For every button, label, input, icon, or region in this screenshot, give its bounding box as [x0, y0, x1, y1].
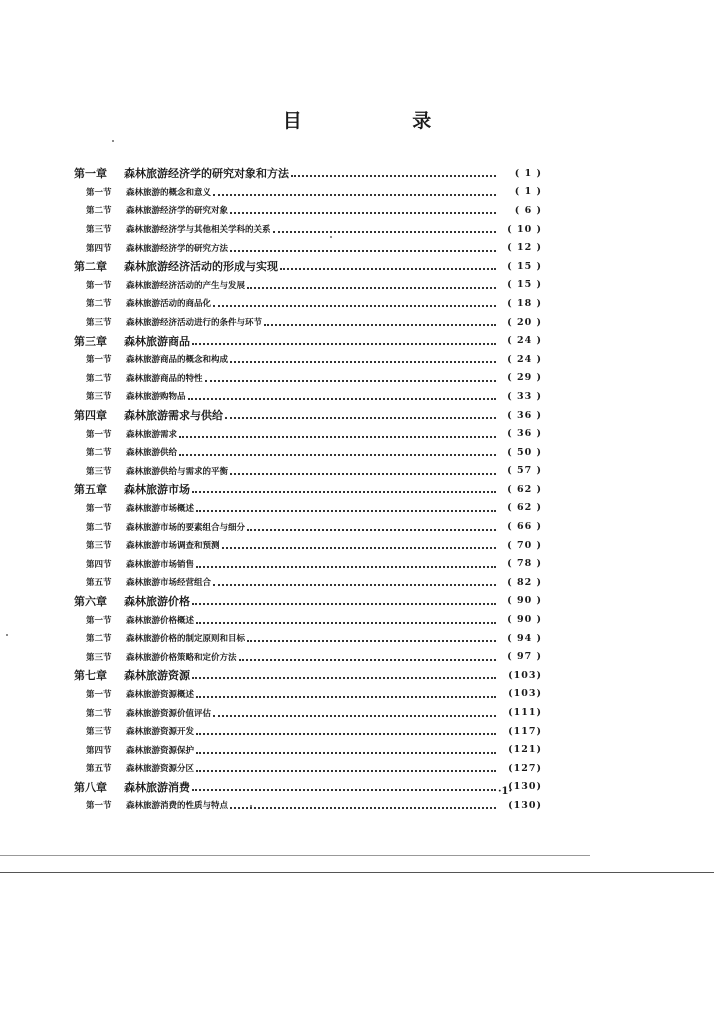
entry-number: 第三节: [86, 727, 112, 738]
entry-page: ( 50 ): [507, 446, 542, 458]
page-title: 目 录: [282, 110, 484, 132]
dot-leader: [222, 537, 496, 549]
entry-title: 森林旅游市场调查和预测: [126, 541, 220, 552]
entry-page: ( 57 ): [507, 465, 542, 477]
entry-number: 第六章: [74, 594, 107, 608]
toc-section-entry: [74, 201, 542, 220]
dot-leader: [192, 667, 496, 679]
toc-section-entry: [74, 629, 542, 648]
entry-page: ( 1 ): [514, 167, 542, 179]
entry-page: (103): [508, 688, 542, 700]
toc-section-entry: [74, 517, 542, 536]
dot-leader: [196, 723, 496, 735]
toc-section-entry: [74, 443, 542, 462]
entry-number: 第三节: [86, 652, 112, 663]
entry-title: 森林旅游市场经营组合: [126, 578, 212, 589]
toc-section-entry: [74, 722, 542, 741]
toc-section-entry: [74, 759, 542, 778]
dot-leader: [230, 240, 496, 252]
entry-title: 森林旅游市场概述: [126, 503, 195, 514]
dot-leader: [230, 351, 496, 363]
entry-page: (111): [508, 707, 542, 719]
entry-page: ( 82 ): [507, 576, 542, 588]
toc-chapter-entry: [74, 592, 542, 611]
entry-number: 第四章: [74, 409, 107, 423]
entry-number: 第一节: [86, 689, 112, 700]
entry-page: ( 97 ): [507, 651, 542, 663]
dot-leader: [264, 314, 496, 326]
scan-speck: [112, 140, 114, 142]
dot-leader: [196, 686, 496, 698]
entry-page: (103): [508, 669, 542, 681]
toc-section-entry: [74, 462, 542, 481]
entry-number: 第三节: [86, 466, 112, 477]
entry-page: ( 62 ): [507, 502, 542, 514]
toc-section-entry: [74, 499, 542, 518]
dot-leader: [213, 574, 496, 586]
toc-section-entry: [74, 796, 542, 815]
entry-title: 森林旅游经济活动进行的条件与环节: [126, 318, 263, 329]
dot-leader: [213, 295, 496, 307]
entry-number: 第五节: [86, 764, 112, 775]
entry-page: (130): [508, 799, 542, 811]
entry-title: 森林旅游活动的商品化: [126, 299, 212, 310]
entry-page: ( 10 ): [507, 223, 542, 235]
entry-title: 森林旅游资源保护: [126, 745, 195, 756]
entry-title: 森林旅游经济学与其他相关学科的关系: [126, 225, 271, 236]
toc-section-entry: [74, 610, 542, 629]
entry-page: ( 33 ): [507, 390, 542, 402]
toc-section-entry: [74, 740, 542, 759]
toc-section-entry: [74, 183, 542, 202]
page-number: ·1·: [498, 786, 512, 797]
entry-page: (127): [508, 762, 542, 774]
toc-section-entry: [74, 313, 542, 332]
entry-title: 森林旅游购物品: [126, 392, 186, 403]
entry-number: 第二节: [86, 299, 112, 310]
entry-title: 森林旅游的概念和意义: [126, 187, 212, 198]
entry-title: 森林旅游资源分区: [126, 764, 195, 775]
toc-chapter-entry: [74, 257, 542, 276]
toc-section-entry: [74, 536, 542, 555]
entry-number: 第三节: [86, 225, 112, 236]
entry-page: ( 78 ): [507, 558, 542, 570]
entry-title: 森林旅游价格策略和定价方法: [126, 652, 237, 663]
entry-title: 森林旅游供给与需求的平衡: [126, 466, 229, 477]
entry-number: 第七章: [74, 669, 107, 683]
toc-section-entry: [74, 387, 542, 406]
toc-chapter-entry: [74, 666, 542, 685]
entry-number: 第二章: [74, 260, 107, 274]
entry-page: ( 94 ): [507, 632, 542, 644]
entry-number: 第四节: [86, 243, 112, 254]
entry-title: 森林旅游经济活动的产生与发展: [126, 280, 246, 291]
toc-section-entry: [74, 554, 542, 573]
entry-page: ( 36 ): [507, 409, 542, 421]
entry-number: 第二节: [86, 373, 112, 384]
entry-page: ( 70 ): [507, 539, 542, 551]
entry-title: 森林旅游市场销售: [126, 559, 195, 570]
dot-leader: [291, 165, 496, 177]
entry-title: 森林旅游市场: [124, 483, 190, 497]
dot-leader: [225, 407, 496, 419]
entry-number: 第四节: [86, 559, 112, 570]
dot-leader: [247, 277, 496, 289]
toc-chapter-entry: [74, 480, 542, 499]
dot-leader: [196, 612, 496, 624]
entry-number: 第二节: [86, 522, 112, 533]
entry-title: 森林旅游经济学的研究对象和方法: [124, 167, 289, 181]
entry-title: 森林旅游资源价值评估: [126, 708, 212, 719]
toc-section-entry: [74, 369, 542, 388]
entry-number: 第五节: [86, 578, 112, 589]
entry-title: 森林旅游需求与供给: [124, 409, 223, 423]
page-bottom-edge-line: [0, 872, 714, 873]
entry-page: (121): [508, 744, 542, 756]
entry-number: 第八章: [74, 780, 107, 794]
entry-page: ( 20 ): [507, 316, 542, 328]
dot-leader: [196, 742, 496, 754]
entry-title: 森林旅游需求: [126, 429, 178, 440]
entry-page: ( 62 ): [507, 483, 542, 495]
entry-page: ( 15 ): [507, 279, 542, 291]
entry-number: 第一节: [86, 615, 112, 626]
dot-leader: [230, 463, 496, 475]
entry-page: ( 12 ): [507, 242, 542, 254]
entry-title: 森林旅游商品: [124, 334, 190, 348]
entry-page: ( 24 ): [507, 353, 542, 365]
toc-section-entry: [74, 276, 542, 295]
entry-page: ( 18 ): [507, 297, 542, 309]
entry-number: 第一节: [86, 503, 112, 514]
entry-number: 第一节: [86, 280, 112, 291]
entry-number: 第一节: [86, 801, 112, 812]
entry-number: 第二节: [86, 448, 112, 459]
toc-chapter-entry: [74, 406, 542, 425]
dot-leader: [192, 593, 496, 605]
dot-leader: [188, 388, 496, 400]
entry-title: 森林旅游价格的制定原则和目标: [126, 634, 246, 645]
entry-page: ( 15 ): [507, 260, 542, 272]
toc-section-entry: [74, 647, 542, 666]
dot-leader: [213, 184, 496, 196]
entry-title: 森林旅游资源: [124, 669, 190, 683]
entry-number: 第三节: [86, 541, 112, 552]
dot-leader: [179, 444, 496, 456]
entry-page: ( 90 ): [507, 614, 542, 626]
dot-leader: [205, 370, 496, 382]
dot-leader: [247, 519, 496, 531]
toc-section-entry: [74, 220, 542, 239]
toc-chapter-entry: [74, 331, 542, 350]
scan-speck: [6, 634, 8, 636]
dot-leader: [192, 779, 496, 791]
entry-number: 第一章: [74, 167, 107, 181]
entry-number: 第二节: [86, 634, 112, 645]
entry-title: 森林旅游消费的性质与特点: [126, 801, 229, 812]
dot-leader: [196, 760, 496, 772]
dot-leader: [192, 333, 496, 345]
entry-number: 第四节: [86, 745, 112, 756]
entry-number: 第三节: [86, 392, 112, 403]
entry-title: 森林旅游资源概述: [126, 689, 195, 700]
entry-page: ( 1 ): [514, 186, 542, 198]
entry-page: ( 6 ): [514, 204, 542, 216]
dot-leader: [196, 500, 496, 512]
entry-page: ( 66 ): [507, 521, 542, 533]
dot-leader: [179, 426, 496, 438]
dot-leader: [230, 202, 496, 214]
dot-leader: [192, 481, 496, 493]
toc-section-entry: [74, 294, 542, 313]
table-of-contents: [74, 164, 542, 815]
entry-title: 森林旅游经济学的研究对象: [126, 206, 229, 217]
toc-section-entry: [74, 424, 542, 443]
dot-leader: [273, 221, 496, 233]
dot-leader: [213, 705, 496, 717]
dot-leader: [230, 797, 496, 809]
toc-section-entry: [74, 573, 542, 592]
entry-title: 森林旅游价格概述: [126, 615, 195, 626]
entry-title: 森林旅游经济学的研究方法: [126, 243, 229, 254]
entry-number: 第二节: [86, 206, 112, 217]
toc-section-entry: [74, 350, 542, 369]
entry-page: ( 29 ): [507, 372, 542, 384]
scan-speck: [330, 236, 332, 238]
toc-section-entry: [74, 703, 542, 722]
entry-title: 森林旅游资源开发: [126, 727, 195, 738]
toc-section-entry: [74, 238, 542, 257]
toc-chapter-entry: [74, 164, 542, 183]
entry-page: ( 90 ): [507, 595, 542, 607]
entry-number: 第二节: [86, 708, 112, 719]
entry-title: 森林旅游供给: [126, 448, 178, 459]
entry-title: 森林旅游商品的概念和构成: [126, 355, 229, 366]
entry-number: 第一节: [86, 187, 112, 198]
entry-title: 森林旅游市场的要素组合与细分: [126, 522, 246, 533]
entry-number: 第一节: [86, 429, 112, 440]
scan-speck: [250, 805, 252, 807]
entry-page: ( 24 ): [507, 335, 542, 347]
entry-title: 森林旅游消费: [124, 780, 190, 794]
dot-leader: [239, 649, 496, 661]
entry-number: 第一节: [86, 355, 112, 366]
entry-title: 森林旅游经济活动的形成与实现: [124, 260, 278, 274]
dot-leader: [280, 258, 496, 270]
entry-number: 第三章: [74, 334, 107, 348]
dot-leader: [247, 630, 496, 642]
scan-edge-line: [0, 855, 590, 856]
toc-section-entry: [74, 685, 542, 704]
entry-page: (130): [508, 781, 542, 793]
entry-title: 森林旅游商品的特性: [126, 373, 203, 384]
entry-page: (117): [508, 725, 542, 737]
entry-number: 第三节: [86, 318, 112, 329]
entry-page: ( 36 ): [507, 428, 542, 440]
toc-chapter-entry: [74, 778, 542, 797]
dot-leader: [196, 556, 496, 568]
entry-number: 第五章: [74, 483, 107, 497]
entry-title: 森林旅游价格: [124, 594, 190, 608]
